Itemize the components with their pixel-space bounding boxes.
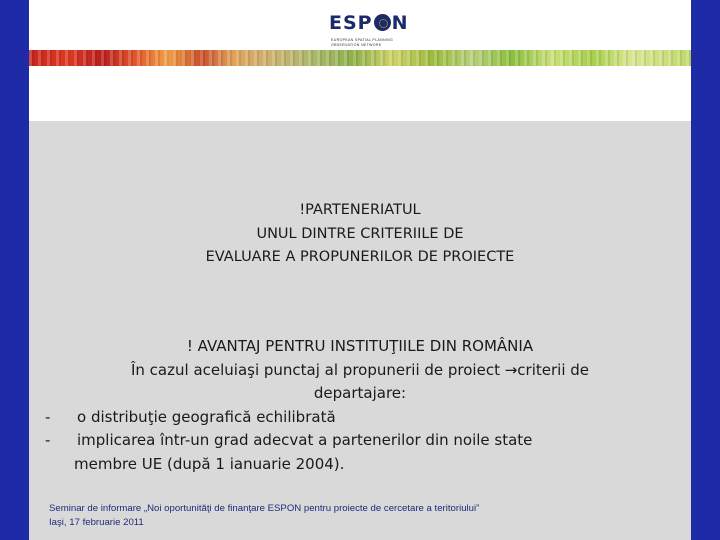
logo-wordmark (329, 12, 409, 34)
bullet-continuation: membre UE (după 1 ianuarie 2004). (74, 454, 345, 473)
slide-body (29, 335, 691, 476)
title-line-1: !PARTENERIATUL (299, 202, 421, 218)
slide (29, 0, 691, 540)
logo-tagline (331, 38, 429, 47)
body-heading: ! AVANTAJ PENTRU INSTITUŢIILE DIN ROMÂNIA (186, 337, 534, 355)
eu-stars-circle-icon (374, 14, 391, 31)
footer-date: Iaşi, 17 februarie 2011 (49, 517, 144, 528)
logo-tagline-line1: EUROPEAN SPATIAL PLANNING (331, 38, 394, 42)
espon-logo (329, 8, 429, 48)
slide-footer (49, 502, 669, 530)
map-mosaic-banner (29, 50, 691, 66)
bullet-item (29, 429, 691, 453)
body-line-2: În cazul aceluiaşi punctaj al propunerii de proiect →criterii de (130, 360, 590, 379)
logo-word-left: ESP (329, 12, 373, 34)
content-panel (29, 121, 691, 540)
logo-word-right: N (391, 12, 409, 34)
title-line-2: UNUL DINTRE CRITERIILE DE (256, 225, 464, 242)
bullet-text: o distribuţie geografică echilibrată (77, 407, 336, 426)
logo-tagline-line2: OBSERVATION NETWORK (331, 42, 382, 47)
body-line-3: departajare: (313, 384, 407, 402)
footer-seminar-title: Seminar de informare „Noi oportunităţi de finanţare ESPON pentru proiecte de cercetare a teritoriului” (49, 503, 480, 514)
bullet-text: implicarea într-un grad adecvat a partenerilor din noile state (77, 431, 533, 449)
bullet-dash: - (45, 431, 51, 449)
title-line-3: EVALUARE A PROPUNERILOR DE PROIECTE (205, 249, 515, 265)
slide-title (29, 199, 691, 270)
bullet-dash: - (45, 407, 51, 426)
bullet-item (29, 406, 691, 430)
